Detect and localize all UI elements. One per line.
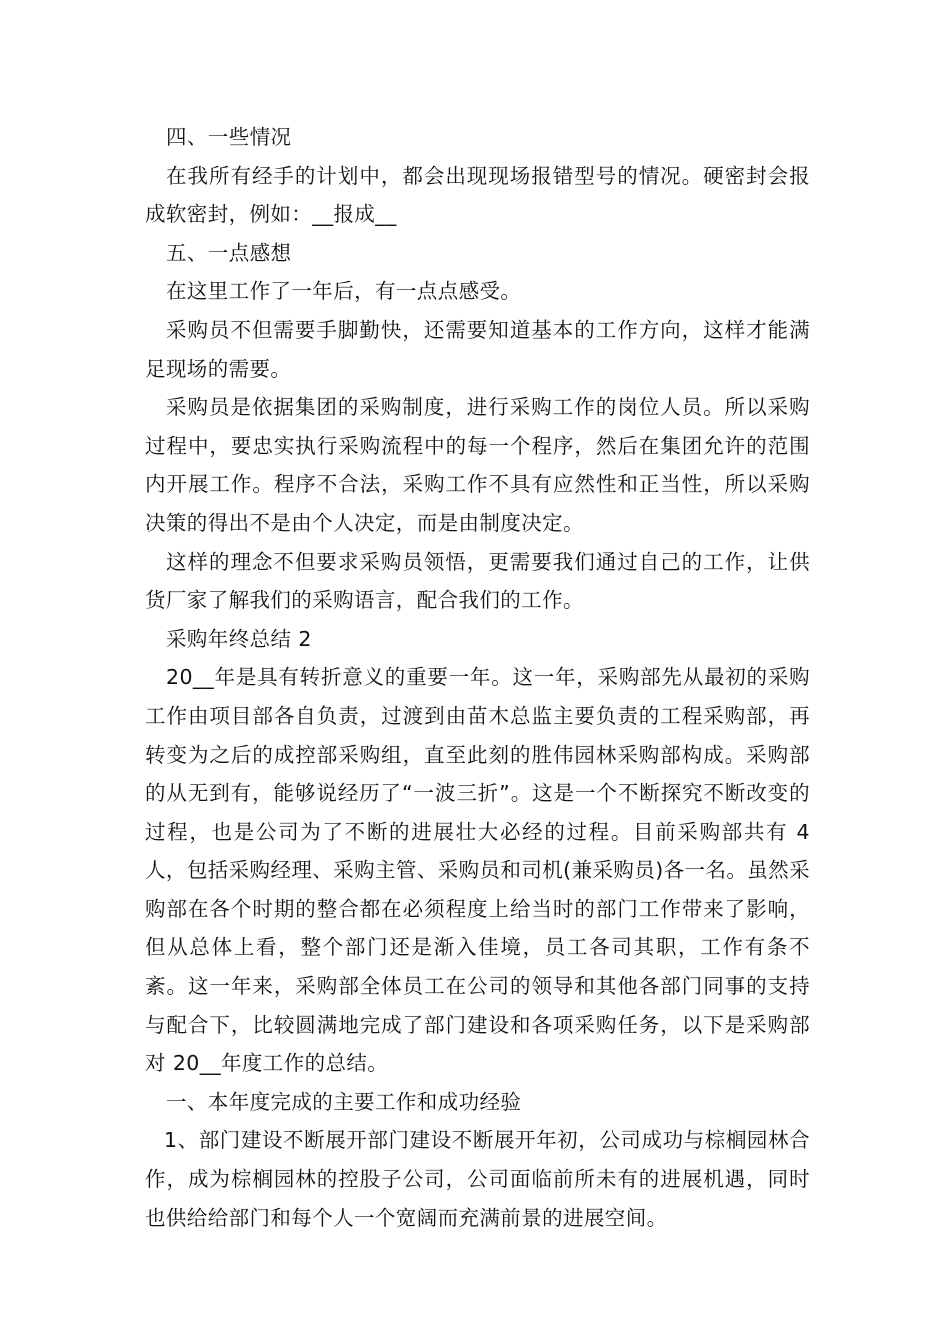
section-heading-summary-2: 采购年终总结 2: [166, 626, 312, 651]
section-heading-situations: 四、一些情况: [166, 125, 292, 149]
section-heading-main-work: 一、本年度完成的主要工作和成功经验: [166, 1089, 522, 1114]
paragraph-buyer-diligence: 采购员不但需要手脚勤快，还需要知道基本的工作方向，这样才能满足现场的需要。: [145, 317, 810, 381]
paragraph-buyer-role: 采购员是依据集团的采购制度，进行采购工作的岗位人员。所以采购过程中，要忠实执行采购流程中的每一个程序，然后在集团允许的范围内开展工作。程序不合法，采购工作不具有应然性和正当性，所以采购决策的得出不是由个人决定，而是由制度决定。: [145, 395, 810, 535]
paragraph-thoughts-intro: 在这里工作了一年后，有一点点感受。: [166, 279, 522, 304]
section-heading-thoughts: 五、一点感想: [166, 240, 292, 265]
paragraph-department-building: 1、部门建设不断展开部门建设不断展开年初，公司成功与棕榈园林合作，成为棕榈园林的控股子公司，公司面临前所未有的进展机遇，同时也供给给部门和每个人一个宽阔而充满前景的进展空间。: [145, 1128, 810, 1230]
paragraph-philosophy: 这样的理念不但要求采购员领悟，更需要我们通过自己的工作，让供货厂家了解我们的采购语言，配合我们的工作。: [145, 549, 810, 613]
document-body: [145, 118, 810, 1237]
paragraph-situations: 在我所有经手的计划中，都会出现现场报错型号的情况。硬密封会报成软密封，例如：__报成__: [145, 163, 810, 227]
paragraph-year-overview: 20__年是具有转折意义的重要一年。这一年，采购部先从最初的采购工作由项目部各自负责，过渡到由苗木总监主要负责的工程采购部，再转变为之后的成控部采购组，直至此刻的胜伟园林采购部构成。采购部的从无到有，能够说经历了“一波三折”。这是一个不断探究不断改变的过程，也是公司为了不断的进展壮大必经的过程。目前采购部共有 4 人，包括采购经理、采购主管、采购员和司机(兼采购员)各一名。虽然采购部在各个时期的整合都在必须程度上给当时的部门工作带来了影响，但从总体上看，整个部门还是渐入佳境，员工各司其职，工作有条不紊。这一年来，采购部全体员工在公司的领导和其他各部门同事的支持与配合下，比较圆满地完成了部门建设和各项采购任务，以下是采购部对 20__年度工作的总结。: [145, 665, 810, 1076]
